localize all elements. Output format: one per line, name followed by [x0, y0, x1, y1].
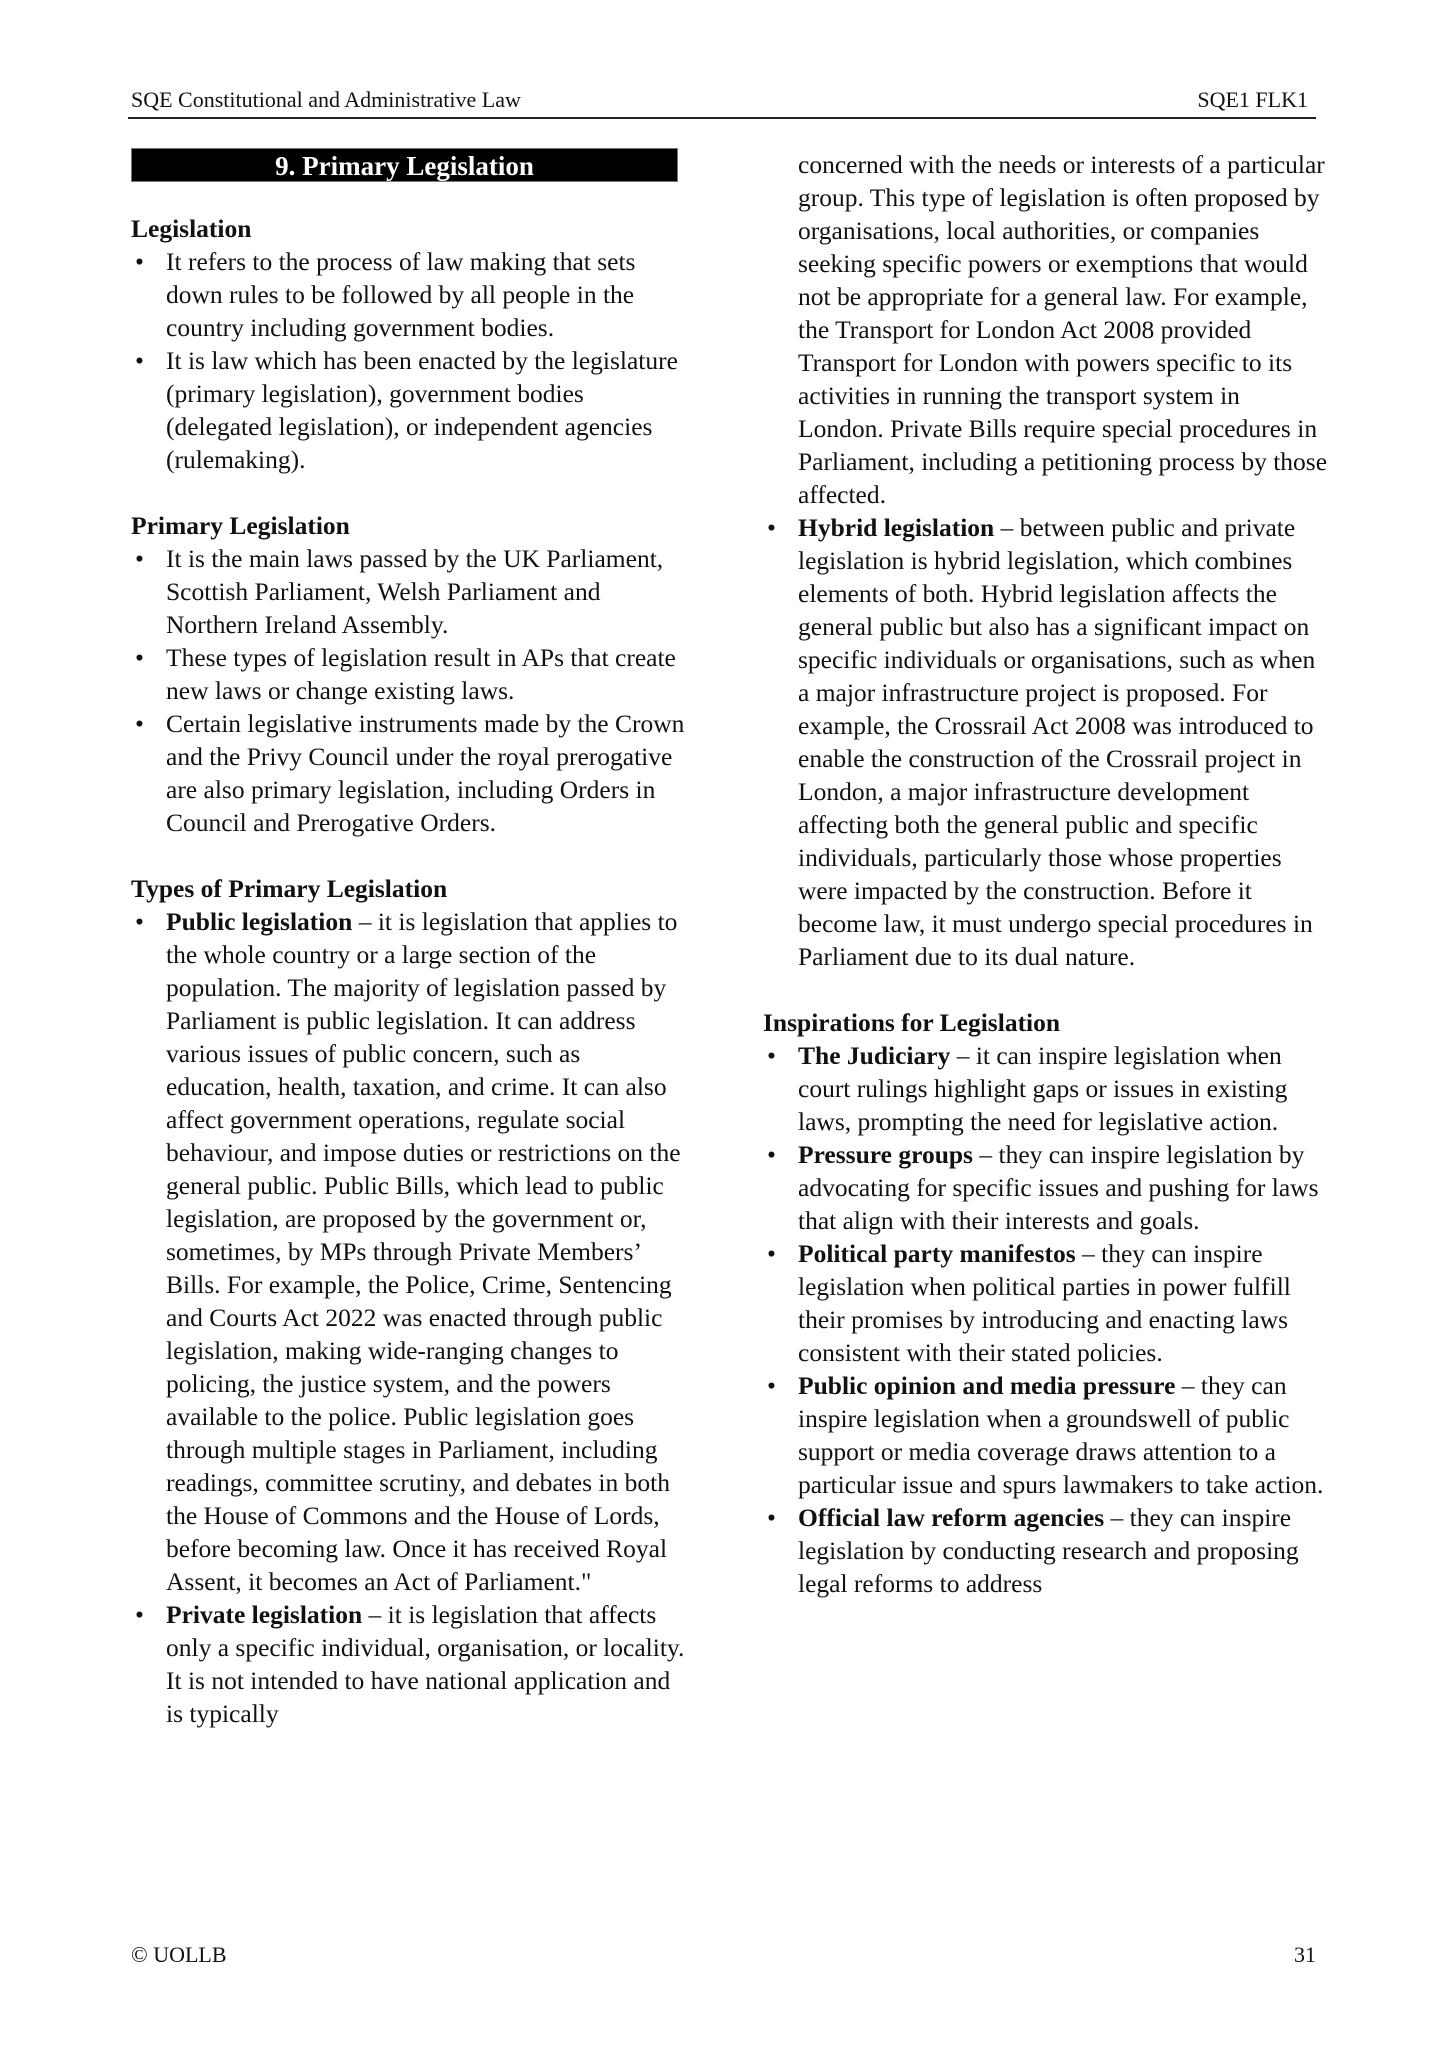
list-item-pressure-groups: [763, 1138, 1328, 1237]
list-item-text: – they can inspire legislation by conducting research and proposing legal reforms to address: [798, 1503, 1299, 1598]
bullet-icon: •: [135, 247, 144, 276]
bullet-icon: •: [135, 1600, 144, 1629]
term-judiciary: The Judiciary: [798, 1041, 951, 1070]
list-item-party-manifestos: [763, 1237, 1328, 1369]
section-heading-types: Types of Primary Legislation: [131, 874, 448, 903]
bullet-icon: •: [767, 1041, 776, 1070]
right-column: [763, 148, 1328, 1600]
list-item-text: – they can inspire legislation by advocating for specific issues and pushing for laws that align with their interests and goals.: [798, 1140, 1319, 1235]
bullet-icon: •: [135, 544, 144, 573]
header-document-title: SQE Constitutional and Administrative Law: [131, 87, 521, 112]
list-item-judiciary: [763, 1039, 1328, 1138]
section-heading-primary-legislation: Primary Legislation: [131, 511, 350, 540]
list-item-text: – it can inspire legislation when court rulings highlight gaps or issues in existing laws, prompting the need for legislative action.: [798, 1041, 1288, 1136]
types-list: [131, 905, 691, 1730]
legislation-list: [131, 245, 691, 476]
inspirations-list: [763, 1039, 1328, 1600]
term-party-manifestos: Political party manifestos: [798, 1239, 1076, 1268]
list-item-text: – between public and private legislation is hybrid legislation, which combines elements of both. Hybrid legislation affects the general public but also has a significant impact on specific individuals or organisations, such as when a major infrastructure project is proposed. For example, the Crossrail Act 2008 was introduced to enable the construction of the Crossrail project in London, a major infrastructure development affecting both the general public and specific individuals, particularly those whose properties were impacted by the construction. Before it become law, it must undergo special procedures in Parliament due to its dual nature.: [798, 513, 1316, 971]
list-item: [131, 542, 691, 641]
term-public-legislation: Public legislation: [166, 907, 353, 936]
bullet-icon: •: [767, 1239, 776, 1268]
term-public-opinion: Public opinion and media pressure: [798, 1371, 1176, 1400]
bullet-icon: •: [767, 1140, 776, 1169]
chapter-title: 9. Primary Legislation: [131, 148, 678, 182]
page-header: [128, 84, 1316, 119]
list-item-public-legislation: [131, 905, 691, 1598]
primary-legislation-list: [131, 542, 691, 839]
term-pressure-groups: Pressure groups: [798, 1140, 973, 1169]
list-item-text: – they can inspire legislation when political parties in power fulfill their promises by introducing and enacting laws consistent with their stated policies.: [798, 1239, 1291, 1367]
bullet-icon: •: [767, 1503, 776, 1532]
left-column: [131, 148, 691, 1730]
list-item-public-opinion: [763, 1369, 1328, 1501]
bullet-icon: •: [135, 709, 144, 738]
section-heading-legislation: Legislation: [131, 214, 252, 243]
list-item-text: It is law which has been enacted by the legislature (primary legislation), government bodies (delegated legislation), or independent agencies (rulemaking).: [166, 346, 678, 474]
header-course-code: SQE1 FLK1: [1197, 87, 1308, 112]
bullet-icon: •: [135, 907, 144, 936]
bullet-icon: •: [767, 1371, 776, 1400]
bullet-icon: •: [135, 346, 144, 375]
list-item-text: – they can inspire legislation when a groundswell of public support or media coverage draws attention to a particular issue and spurs lawmakers to take action.: [798, 1371, 1324, 1499]
list-item-text: Certain legislative instruments made by the Crown and the Privy Council under the royal prerogative are also primary legislation, including Orders in Council and Prerogative Orders.: [166, 709, 685, 837]
bullet-icon: •: [135, 643, 144, 672]
list-item: [131, 641, 691, 707]
types-list-continued: [763, 511, 1328, 973]
page-number: 31: [1294, 1942, 1316, 1967]
bullet-icon: •: [767, 513, 776, 542]
list-item-text: – it is legislation that applies to the whole country or a large section of the population. The majority of legislation passed by Parliament is public legislation. It can address various issues of public concern, such as education, health, taxation, and crime. It can also affect government operations, regulate social behaviour, and impose duties or restrictions on the general public. Public Bills, which lead to public legislation, are proposed by the government or, sometimes, by MPs through Private Members’ Bills. For example, the Police, Crime, Sentencing and Courts Act 2022 was enacted through public legislation, making wide-ranging changes to policing, the justice system, and the powers available to the police. Public legislation goes through multiple stages in Parliament, including readings, committee scrutiny, and debates in both the House of Commons and the House of Lords, before becoming law. Once it has received Royal Assent, it becomes an Act of Parliament.": [166, 907, 681, 1596]
term-hybrid-legislation: Hybrid legislation: [798, 513, 995, 542]
list-item-text: – it is legislation that affects only a specific individual, organisation, or locality. It is not intended to have national application and is typically: [166, 1600, 685, 1728]
list-item-text: It refers to the process of law making that sets down rules to be followed by all people in the country including government bodies.: [166, 247, 636, 342]
list-item: [131, 344, 691, 476]
footer-copyright: © UOLLB: [131, 1942, 227, 1967]
private-legislation-continued: concerned with the needs or interests of a particular group. This type of legislation is often proposed by organisations, local authorities, or companies seeking specific powers or exemptions that would not be appropriate for a general law. For example, the Transport for London Act 2008 provided Transport for London with powers specific to its activities in running the transport system in London. Private Bills require special procedures in Parliament, including a petitioning process by those affected.: [798, 150, 1328, 509]
list-item-text: It is the main laws passed by the UK Parliament, Scottish Parliament, Welsh Parliament and Northern Ireland Assembly.: [166, 544, 664, 639]
section-heading-inspirations: Inspirations for Legislation: [763, 1008, 1061, 1037]
list-item-law-reform-agencies: [763, 1501, 1328, 1600]
list-item-private-legislation: [131, 1598, 691, 1730]
list-item: [131, 707, 691, 839]
term-private-legislation: Private legislation: [166, 1600, 363, 1629]
list-item-text: These types of legislation result in APs that create new laws or change existing laws.: [166, 643, 676, 705]
term-law-reform-agencies: Official law reform agencies: [798, 1503, 1105, 1532]
list-item: [131, 245, 691, 344]
list-item-hybrid-legislation: [763, 511, 1328, 973]
